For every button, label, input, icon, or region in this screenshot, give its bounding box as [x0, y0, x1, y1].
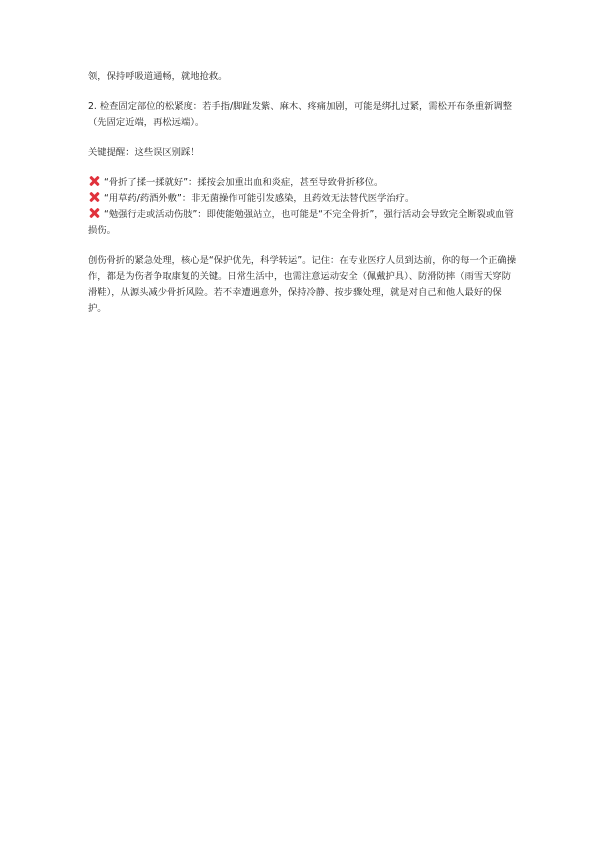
list-item [88, 191, 518, 207]
paragraph-airway: 领，保持呼吸道通畅，就地抢救。 [88, 71, 228, 82]
cross-mark-icon [88, 207, 100, 219]
list-item [88, 207, 518, 239]
mistake-text: “骨折了揉一揉就好”：揉按会加重出血和炎症，甚至导致骨折移位。 [104, 177, 384, 188]
mistake-text: “勉强行走或活动伤肢”：即使能勉强站立，也可能是“不完全骨折”，强行活动会导致完全断裂或血管损伤。 [88, 209, 514, 236]
list-item [88, 175, 518, 191]
paragraph-check-tightness: 2. 检查固定部位的松紧度：若手指/脚趾发紫、麻木、疼痛加剧，可能是绑扎过紧，需松开布条重新调整（先固定近端，再松远端）。 [88, 101, 513, 128]
mistakes-list [88, 175, 518, 239]
mistake-text: “用草药/药酒外敷”：非无菌操作可能引发感染，且药效无法替代医学治疗。 [104, 193, 415, 204]
document-body [88, 69, 518, 331]
cross-mark-icon [88, 191, 100, 203]
key-reminder-heading: 关键提醒：这些误区别踩！ [88, 147, 200, 158]
paragraph-summary: 创伤骨折的紧急处理，核心是“保护优先，科学转运”。记住：在专业医疗人员到达前，你的每一个正确操作，都是为伤者争取康复的关键。日常生活中，也需注意运动安全（佩戴护具）、防滑防摔（雨雪天穿防滑鞋），从源头减少骨折风险。若不幸遭遇意外，保持冷静、按步骤处理，就是对自己和他人最好的保护。 [88, 255, 516, 314]
cross-mark-icon [88, 175, 100, 187]
